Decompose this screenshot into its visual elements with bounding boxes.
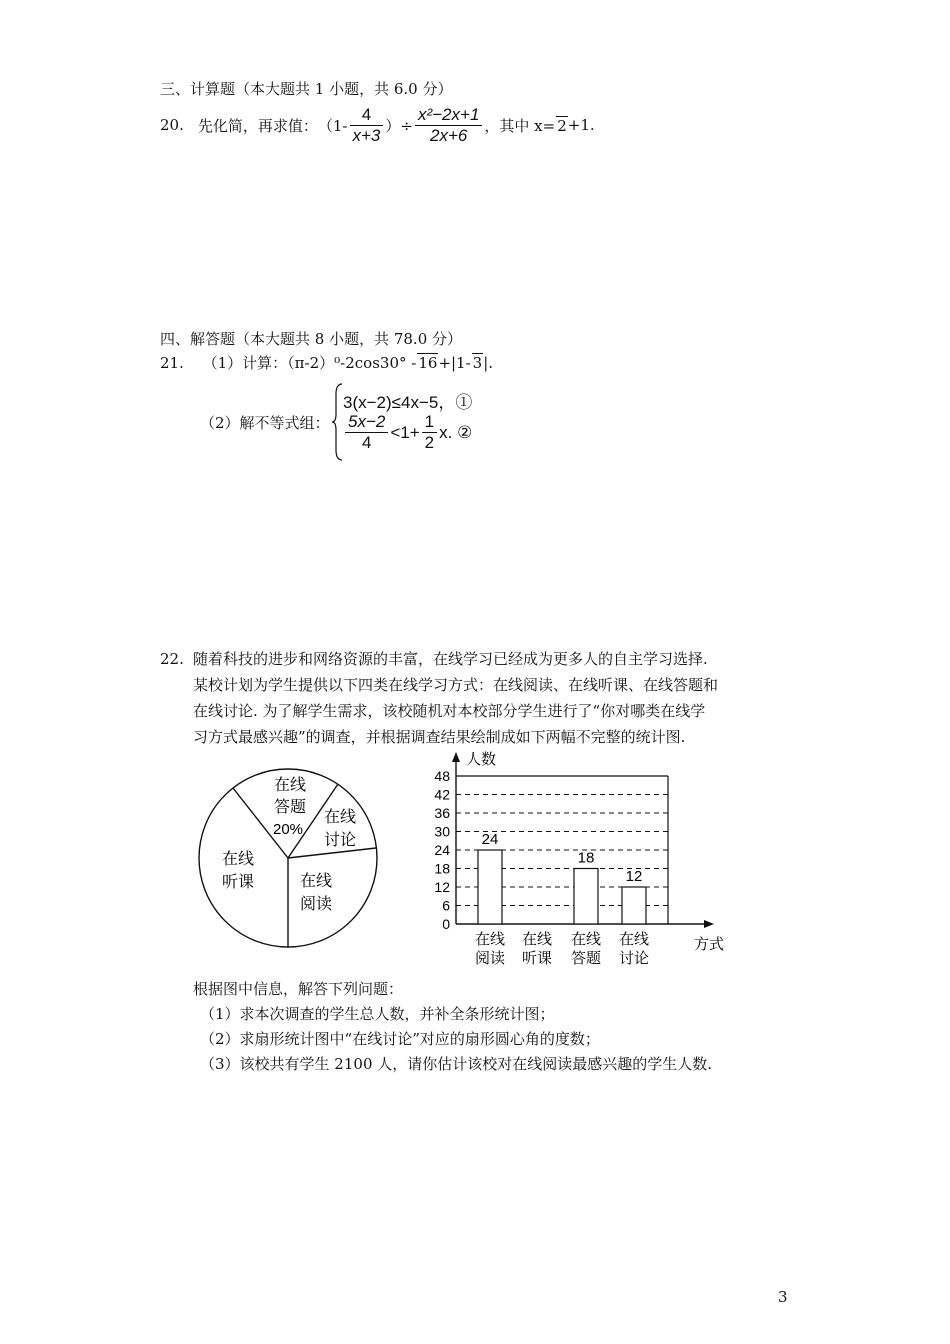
q21-sqrt-3: [472, 353, 484, 372]
question-20: [160, 100, 595, 150]
bar: [574, 869, 598, 925]
section4-heading: 四、解答题（本大题共 8 小题，共 78.0 分）: [160, 330, 463, 348]
q21-ineq2-half: [422, 412, 437, 453]
q20-open: （1-: [317, 116, 348, 135]
pie-label-read-1: 在线: [299, 873, 333, 890]
q21-ineq2-denominator: 4: [361, 433, 372, 452]
x-tick-label: 听课: [521, 950, 553, 967]
q22-question-2: （2）求扇形统计图中“在线讨论”对应的扇形圆心角的度数；: [200, 1030, 600, 1048]
q22-line: 在线讨论. 为了解学生需求，该校随机对本校部分学生进行了“你对哪类在线学: [193, 702, 706, 720]
pie-label-answer-pct: 20%: [272, 821, 304, 838]
q21-part1-mid: +|1-: [438, 354, 471, 372]
q22-line: 习方式最感兴趣”的调查，并根据调查结果绘制成如下两幅不完整的统计图.: [193, 728, 686, 746]
q21-ineq2-fraction: [345, 412, 388, 453]
q22-intro: [193, 646, 793, 750]
x-tick-label: 在线: [618, 931, 650, 948]
q21-sqrt-16: [417, 353, 438, 372]
pie-label-listen-1: 在线: [221, 851, 255, 868]
q20-condition-pre: ，其中 x=: [484, 116, 556, 135]
q20-close-div: ）÷: [385, 116, 413, 135]
y-tick-label: 36: [434, 805, 450, 821]
pie-label-read-2: 阅读: [299, 896, 333, 913]
y-tick-label: 0: [442, 916, 450, 932]
pie-label-answer-2: 答题: [273, 799, 307, 816]
q21-number: 21.: [160, 354, 184, 372]
q21-inequality-1: 3(x−2)≤4x−5，①: [343, 393, 473, 412]
bar-chart: [420, 748, 740, 970]
q20-number: 20.: [160, 116, 184, 134]
x-tick-label: 在线: [474, 931, 506, 948]
q22-question-3: （3）该校共有学生 2100 人，请你估计该校对在线阅读最感兴趣的学生人数.: [200, 1055, 713, 1073]
q21-sqrt1-arg: 16: [418, 354, 438, 372]
page-number: 3: [778, 1288, 788, 1306]
y-tick-label: 6: [442, 897, 450, 914]
q21-part2-label: （2）解不等式组：: [200, 414, 330, 432]
q20-condition-post: +1.: [567, 116, 595, 134]
bar-data-label: 18: [577, 849, 595, 867]
x-axis-arrow: [704, 920, 714, 928]
section3-heading: 三、计算题（本大题共 1 小题，共 6.0 分）: [160, 80, 453, 98]
q21-part1-pre: （1）计算：（π-2）⁰-2cos30° -: [202, 354, 417, 372]
q21-ineq2-post: x. ②: [439, 422, 473, 442]
inequality-brace: [330, 382, 344, 462]
y-tick-label: 48: [434, 768, 450, 784]
q22-number: 22.: [160, 650, 184, 668]
x-tick-label: 讨论: [618, 950, 650, 967]
q21-ineq2-half-den: 2: [424, 433, 435, 452]
y-axis-arrow: [452, 752, 460, 762]
q22-question-1: （1）求本次调查的学生总人数，并补全条形统计图；: [200, 1005, 555, 1023]
q20-fraction-1: [350, 105, 384, 146]
q21-sqrt2-arg: 3: [472, 354, 483, 372]
bar-data-label: 12: [625, 868, 643, 885]
y-tick-label: 18: [434, 860, 450, 877]
q20-frac2-denominator: 2x+6: [430, 125, 468, 145]
q22-after-intro: 根据图中信息，解答下列问题：: [193, 980, 404, 998]
q20-sqrt-arg: 2: [557, 116, 567, 135]
q20-frac1-denominator: x+3: [352, 125, 381, 145]
q20-frac2-numerator: x²−2x+1: [415, 105, 482, 126]
q22-line: 随着科技的进步和网络资源的丰富，在线学习已经成为更多人的自主学习选择.: [193, 650, 708, 668]
pie-label-listen-2: 听课: [221, 874, 255, 891]
bar: [478, 850, 502, 924]
y-tick-label: 42: [434, 786, 450, 803]
q21-part1: [160, 352, 493, 373]
q21-ineq2-mid: <1+: [390, 422, 420, 442]
q22-line: 某校计划为学生提供以下四类在线学习方式：在线阅读、在线听课、在线答题和: [193, 676, 719, 694]
y-tick-label: 12: [434, 879, 450, 895]
y-axis-label: 人数: [466, 751, 497, 768]
bar: [622, 887, 646, 924]
x-tick-label: 在线: [570, 931, 602, 948]
q20-fraction-2: [415, 105, 482, 146]
x-tick-label: 在线: [521, 931, 553, 948]
q21-ineq2-numerator: 5x−2: [345, 412, 388, 433]
q21-part1-post: |.: [483, 354, 494, 372]
pie-divider: [288, 848, 376, 858]
pie-label-discuss-2: 讨论: [323, 832, 357, 849]
q21-ineq2-half-num: 1: [422, 412, 437, 433]
pie-chart: [190, 760, 390, 960]
y-tick-label: 30: [434, 823, 450, 840]
q21-inequality-2: [343, 412, 472, 453]
y-tick-label: 24: [434, 842, 450, 858]
bar-data-label: 24: [481, 831, 499, 848]
q20-prompt: 先化简，再求值：: [197, 116, 318, 135]
x-tick-label: 答题: [570, 950, 602, 967]
pie-label-discuss-1: 在线: [323, 809, 357, 826]
q20-sqrt: [556, 116, 568, 135]
pie-label-answer-1: 在线: [273, 777, 307, 794]
q20-frac1-numerator: 4: [350, 105, 384, 126]
x-tick-label: 阅读: [474, 950, 506, 967]
x-axis-label: 方式: [694, 936, 725, 953]
